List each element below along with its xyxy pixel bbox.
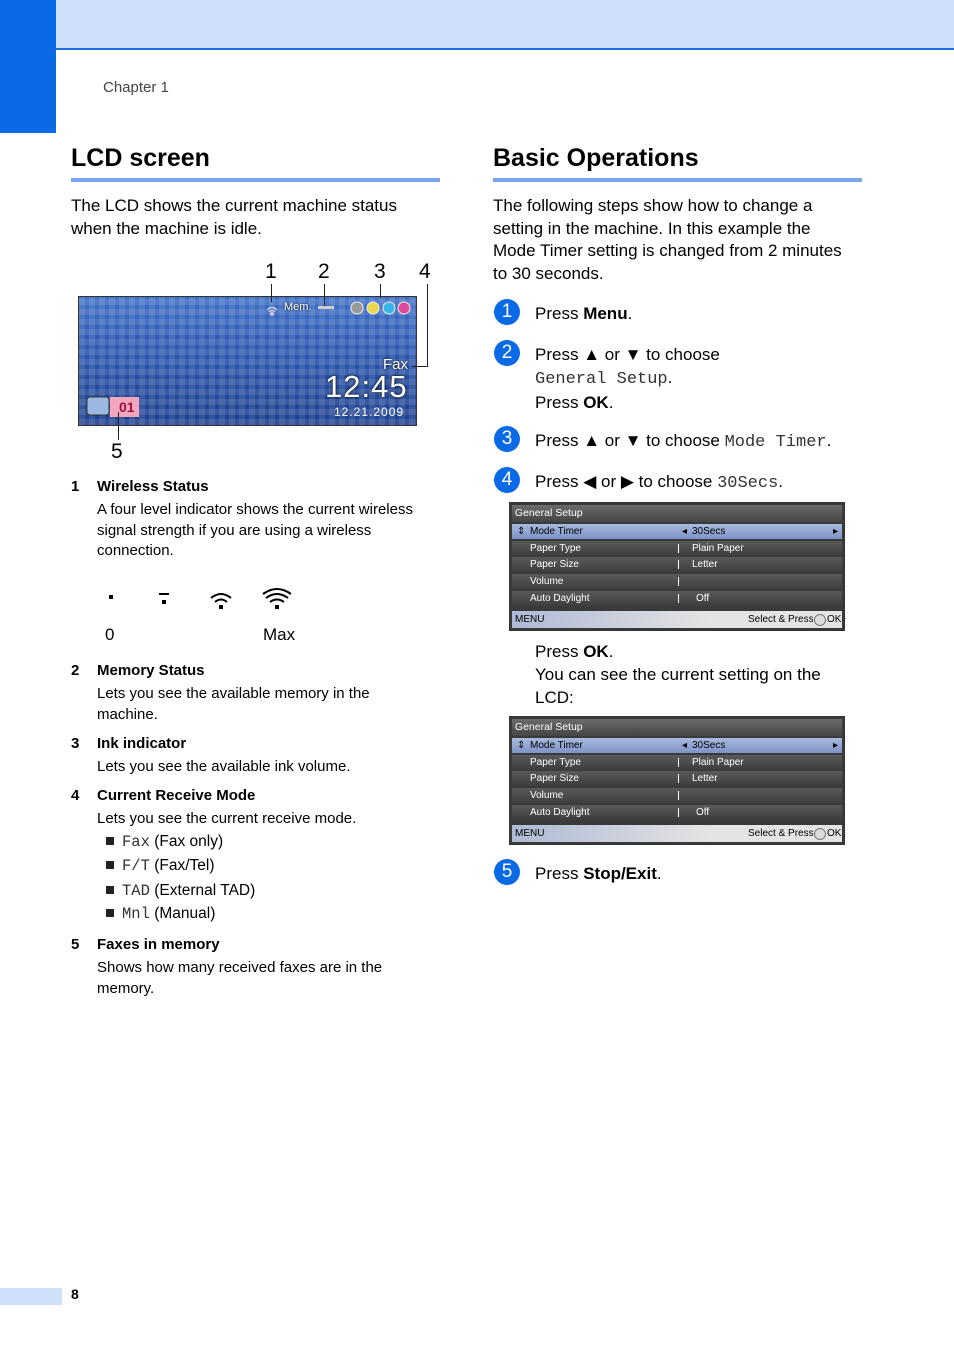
- step-1-marker: 1: [494, 299, 520, 325]
- callout-2: 2: [318, 260, 330, 283]
- menu-2-row-paper-size: Paper Size Letter: [512, 771, 842, 786]
- step-2-text: Press ▲ or ▼ to choose General Setup. Press OK.: [535, 345, 720, 412]
- item-5-title: Faxes in memory: [97, 936, 220, 953]
- chapter-label: Chapter 1: [103, 79, 169, 96]
- item-3-number: 3: [71, 735, 80, 752]
- menu-2-row-volume: Volume: [512, 788, 842, 803]
- signal-levels: [100, 588, 300, 616]
- step-4-marker: 4: [494, 467, 520, 493]
- menu-1-row-paper-size: Paper Size Letter: [512, 557, 842, 572]
- lcd-time: 12:45: [325, 369, 408, 404]
- menu-1-bottom-bar: MENU Select & Press OK: [512, 611, 842, 628]
- leader-2: [324, 284, 325, 306]
- signal-level-1-icon: [159, 593, 169, 604]
- callout-3: 3: [374, 260, 386, 283]
- item-5-number: 5: [71, 936, 80, 953]
- callout-5: 5: [111, 440, 123, 463]
- signal-level-2-icon: [211, 594, 231, 609]
- step-4-text: Press ◀ or ▶ to choose 30Secs.: [535, 472, 784, 493]
- step-3-text: Press ▲ or ▼ to choose Mode Timer.: [535, 431, 832, 452]
- mode-tad: TAD (External TAD): [106, 882, 255, 900]
- mode-ft: F/T (Fax/Tel): [106, 857, 215, 875]
- item-4-text: Lets you see the current receive mode.: [97, 810, 357, 827]
- leader-3: [380, 284, 381, 298]
- wireless-icon: [267, 308, 277, 316]
- basic-operations-intro: The following steps show how to change a setting in the machine. In this example the Mode Timer setting is changed from 2 minutes to 30 seconds.: [493, 196, 842, 283]
- lcd-intro: The LCD shows the current machine status when the machine is idle.: [71, 196, 397, 238]
- step-5-text: Press Stop/Exit.: [535, 864, 662, 883]
- item-3-text: Lets you see the available ink volume.: [97, 758, 351, 775]
- item-2-text: Lets you see the available memory in the machine.: [97, 685, 370, 723]
- menu-1-row-paper-type: Paper Type Plain Paper: [512, 541, 842, 556]
- menu-screen-1: [509, 502, 845, 631]
- menu-1-row-volume: Volume: [512, 574, 842, 589]
- signal-max-label: Max: [263, 625, 296, 644]
- mode-mnl: Mnl (Manual): [106, 905, 215, 923]
- menu-1-row-mode-timer: ⇕ Mode Timer ◂ 30Secs ▸: [512, 524, 842, 539]
- basic-operations-heading: Basic Operations: [493, 144, 862, 182]
- menu-2-row-paper-type: Paper Type Plain Paper: [512, 755, 842, 770]
- step-1-text: Press Menu.: [535, 304, 633, 323]
- menu-2-row-auto-daylight: Auto Daylight Off: [512, 805, 842, 820]
- menu-2-title: General Setup: [512, 719, 842, 736]
- item-4-title: Current Receive Mode: [97, 787, 256, 804]
- menu-2-row-mode-timer: ⇕ Mode Timer ◂ 30Secs ▸: [512, 738, 842, 753]
- lcd-display: [78, 296, 417, 426]
- page-number-bar: [0, 1288, 62, 1305]
- memory-bar: [318, 306, 334, 309]
- lcd-date: 12.21.2009: [334, 405, 405, 419]
- callout-1: 1: [265, 260, 277, 283]
- signal-level-3-icon: [263, 589, 291, 609]
- mode-fax: Fax (Fax only): [106, 833, 223, 851]
- lcd-fax-count: 01: [119, 399, 135, 415]
- item-2-title: Memory Status: [97, 662, 205, 679]
- after-ok-text: Press OK. You can see the current setting on the LCD:: [535, 642, 821, 707]
- lcd-mode: Fax: [383, 356, 409, 373]
- fax-icon: [87, 397, 109, 415]
- item-4-number: 4: [71, 787, 80, 804]
- leader-4b: [412, 366, 428, 367]
- item-5-text: Shows how many received faxes are in the memory.: [97, 959, 383, 997]
- menu-screen-2: [509, 716, 845, 845]
- step-2-marker: 2: [494, 340, 520, 366]
- chapter-tab: [0, 0, 56, 133]
- step-3-marker: 3: [494, 426, 520, 452]
- item-1-number: 1: [71, 478, 80, 495]
- signal-level-0-icon: [109, 595, 113, 599]
- lcd-mem-label: Mem.: [284, 301, 312, 313]
- step-5-marker: 5: [494, 859, 520, 885]
- leader-1: [271, 284, 272, 302]
- header-bar: [55, 0, 954, 50]
- menu-1-title: General Setup: [512, 505, 842, 522]
- menu-2-bottom-bar: MENU Select & Press OK: [512, 825, 842, 842]
- callout-4: 4: [419, 260, 431, 283]
- leader-4: [427, 284, 428, 366]
- page-number: 8: [71, 1286, 79, 1302]
- lcd-screen-heading: LCD screen: [71, 144, 440, 182]
- item-1-title: Wireless Status: [97, 478, 209, 495]
- item-3-title: Ink indicator: [97, 735, 187, 752]
- item-2-number: 2: [71, 662, 80, 679]
- item-1-text: A four level indicator shows the current wireless signal strength if you are using a wireless connection.: [97, 501, 413, 559]
- signal-min-label: 0: [105, 625, 115, 644]
- menu-1-row-auto-daylight: Auto Daylight Off: [512, 591, 842, 606]
- leader-5: [118, 412, 119, 440]
